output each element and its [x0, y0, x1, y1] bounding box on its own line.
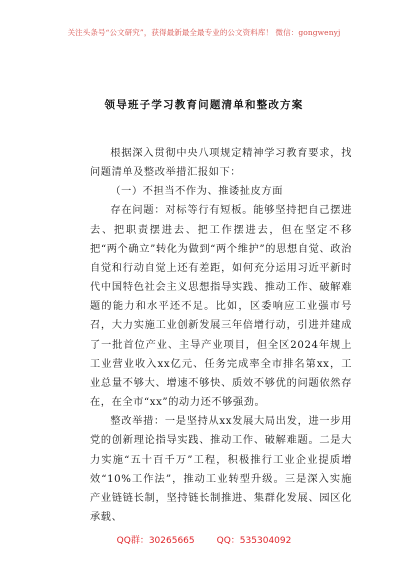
section-heading: （一）不担当不作为、推诿扯皮方面 [110, 186, 283, 198]
qq-contact-text: QQ：535304092 [216, 536, 292, 546]
paragraph-problem: 存在问题：对标等行有短板。能够坚持把自己摆进去、把职责摆进去、把工作摆进去，但在坚定不移把“两个确立”转化为做到“两个维护”的思想自觉、政治自觉和行动自觉上还有差距，如何充分运用习近平新时代中国特色社会主义思想指导实践、推动工作、破解难题的能力和水平还不足。比如，区委响应工业强市号召，大力实施工业创新发展三年倍增行动，引进并建成了一批首位产业、主导产业项目，但全区2024年规上工业营业收入xx亿元、任务完成率全市排名第xx，工业总量不够大、增速不够快、质效不够优的问题依然存在，在全市“xx”的动力还不够强劲。 [90, 205, 352, 409]
document-title: 领导班子学习教育问题清单和整改方案 [104, 99, 304, 111]
promo-banner: 关注头条号“公文研究”，获得最新最全最专业的公文资料库！ 微信：gongwenyj [67, 28, 341, 37]
paragraph-measures: 整改举措：一是坚持从xx发展大局出发，进一步用党的创新理论指导实践、推动工作、破解难题。二是大力实施“五十百千万”工程，积极推行工业企业提质增效“10%工作法”，推动工业转型升级。三是深入实施产业链链长制，坚持链长制推进、集群化发展、园区化承载、 [90, 416, 352, 523]
qq-group-text: QQ群：30265665 [116, 536, 195, 546]
contact-footer [0, 533, 408, 546]
paragraph-intro: 根据深入贯彻中央八项规定精神学习教育要求，找问题清单及整改举措汇报如下： [90, 148, 352, 179]
document-body [90, 144, 352, 527]
